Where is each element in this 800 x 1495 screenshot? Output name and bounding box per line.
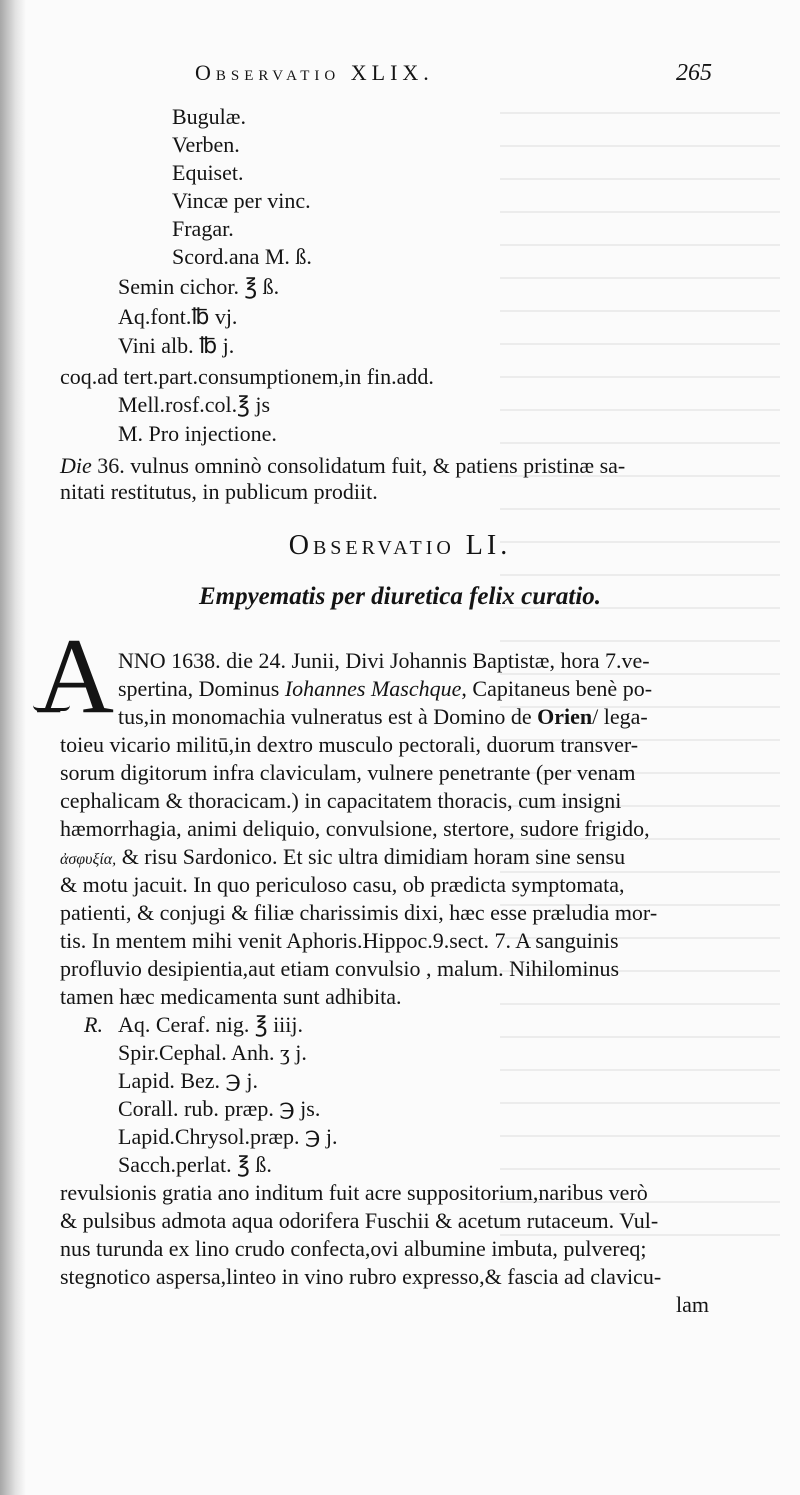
recipe-line: Sacch.perlat. ℥ ß. xyxy=(118,1152,272,1177)
body-line: NNO 1638. die 24. Junii, Divi Johannis Baptistæ, hora 7.ve- xyxy=(118,648,650,673)
drop-cap-ornament xyxy=(33,700,70,711)
recipe-line: Lapid.Chrysol.præp. ℈ j. xyxy=(118,1124,338,1149)
drop-cap: A xyxy=(36,617,114,736)
recipe-line: Bugulæ. xyxy=(172,104,246,129)
recipe-line: Mell.rosf.col.℥ js xyxy=(118,392,271,417)
closing-line xyxy=(60,453,625,479)
body-line: toieu vicario militū,in dextro musculo pectorali, duorum transver- xyxy=(60,732,639,757)
recipe-line: coq.ad tert.part.consumptionem,in fin.add. xyxy=(60,364,434,389)
body-line: tus,in monomachia vulneratus est à Domino de Orien/ lega- xyxy=(118,704,648,729)
body-line: nus turunda ex lino crudo confecta,ovi albumine imbuta, pulvereq; xyxy=(60,1236,647,1261)
recipe-line: Semin cichor. ℥ ß. xyxy=(118,274,280,299)
recipe-line: Vini alb. ℔ j. xyxy=(118,333,235,358)
body-line: & motu jacuit. In quo periculoso casu, ob prædicta symptomata, xyxy=(60,872,625,897)
body-line: ἀσφυξία, & risu Sardonico. Et sic ultra dimidiam horam sine sensu xyxy=(60,844,626,869)
recipe-line: Spir.Cephal. Anh. ʒ j. xyxy=(118,1040,307,1065)
body-line: & pulsibus admota aqua odorifera Fuschii & acetum rutaceum. Vul- xyxy=(60,1208,659,1233)
body-line: revulsionis gratia ano inditum fuit acre suppositorium,naribus verò xyxy=(60,1180,648,1205)
recipe-line: Fragar. xyxy=(172,216,234,241)
body-line: sorum digitorum infra claviculam, vulnere penetrante (per venam xyxy=(60,760,636,785)
body-line: tamen hæc medicamenta sunt adhibita. xyxy=(60,984,402,1009)
body-line: spertina, Dominus Iohannes Maschque, Capitaneus benè po- xyxy=(118,676,653,701)
body-line: stegnotico aspersa,linteo in vino rubro expresso,& fascia ad clavicu- xyxy=(60,1264,662,1289)
body-line: cephalicam & thoracicam.) in capacitatem thoracis, cum insigni xyxy=(60,788,622,813)
body-line: profluvio desipientia,aut etiam convulsio , malum. Nihilominus xyxy=(60,956,620,981)
section-subtitle: Empyematis per diuretica felix curatio. xyxy=(198,583,602,610)
body-line: patienti, & conjugi & filiæ charissimis dixi, hæc esse præludia mor- xyxy=(60,900,658,925)
recipe-line: Lapid. Bez. ℈ j. xyxy=(118,1068,258,1093)
recipe-line: Equiset. xyxy=(172,160,244,185)
closing-line: nitati restitutus, in publicum prodiit. xyxy=(60,479,378,504)
catchword: lam xyxy=(676,1292,709,1317)
recipe-line: Vincæ per vinc. xyxy=(172,188,311,213)
closing-text: 36. vulnus omninò consolidatum fuit, & patiens pristinæ sa- xyxy=(97,453,626,478)
page-gutter-shadow xyxy=(0,0,26,1495)
recipe-line: Aq. Ceraf. nig. ℥ iiij. xyxy=(118,1012,304,1037)
section-title: Observatio LI. xyxy=(288,530,512,561)
body-line: hæmorrhagia, animi deliquio, convulsione, stertore, sudore frigido, xyxy=(60,816,650,841)
recipe-line: Verben. xyxy=(172,132,240,157)
recipe-line: Scord.ana M. ß. xyxy=(172,244,312,269)
recipe-line: Corall. rub. præp. ℈ js. xyxy=(118,1096,321,1121)
person-name: Iohannes Maschque xyxy=(284,676,462,701)
body-line: tis. In mentem mihi venit Aphoris.Hippoc.9.sect. 7. A sanguinis xyxy=(60,928,619,953)
blackletter-name: Orien xyxy=(537,704,593,729)
greek-word: ἀσφυξία, xyxy=(60,851,117,868)
running-title: Observatio XLIX. xyxy=(195,60,434,85)
die-label: Die xyxy=(60,453,92,478)
recipe-line: Aq.font.℔ vj. xyxy=(118,304,238,329)
page-number: 265 xyxy=(676,60,712,86)
recipe-prefix: R. xyxy=(84,1012,103,1037)
recipe-line: M. Pro injectione. xyxy=(118,421,277,446)
